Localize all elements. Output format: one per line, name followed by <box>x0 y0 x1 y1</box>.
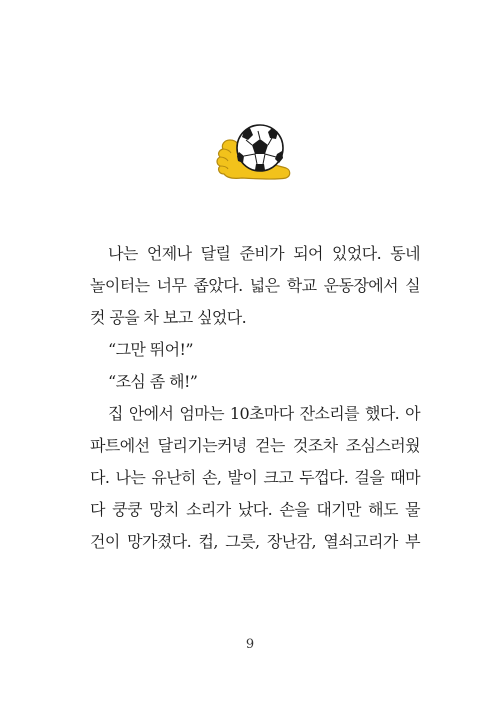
soccer-ball <box>237 125 283 171</box>
story-text <box>90 238 420 558</box>
text-line: 다. 나는 유난히 손, 발이 크고 두껍다. 걸을 때마 <box>90 468 420 487</box>
dialogue-line <box>90 334 420 366</box>
text-line: 놀이터는 너무 좁았다. 넓은 학교 운동장에서 실 <box>90 276 420 295</box>
text-line: 건이 망가졌다. 컵, 그릇, 장난감, 열쇠고리가 부 <box>90 532 420 551</box>
text-line: 컷 공을 차 보고 싶었다. <box>90 308 247 327</box>
paragraph <box>90 398 420 558</box>
text-line: 파트에선 달리기는커녕 걷는 것조차 조심스러웠 <box>90 436 420 455</box>
soccer-ball-on-foot-icon <box>210 118 294 188</box>
text-line: 나는 언제나 달릴 준비가 되어 있었다. 동네 <box>108 244 420 263</box>
text-line: “조심 좀 해!” <box>108 372 198 391</box>
page-number: 9 <box>245 637 255 652</box>
paragraph <box>90 238 420 334</box>
text-line: 다 쿵쿵 망치 소리가 났다. 손을 대기만 해도 물 <box>90 500 420 519</box>
text-line: “그만 뛰어!” <box>108 340 193 359</box>
soccer-ball-foot-illustration <box>210 118 294 188</box>
text-line: 집 안에서 엄마는 10초마다 잔소리를 했다. 아 <box>108 404 420 423</box>
dialogue-line <box>90 366 420 398</box>
